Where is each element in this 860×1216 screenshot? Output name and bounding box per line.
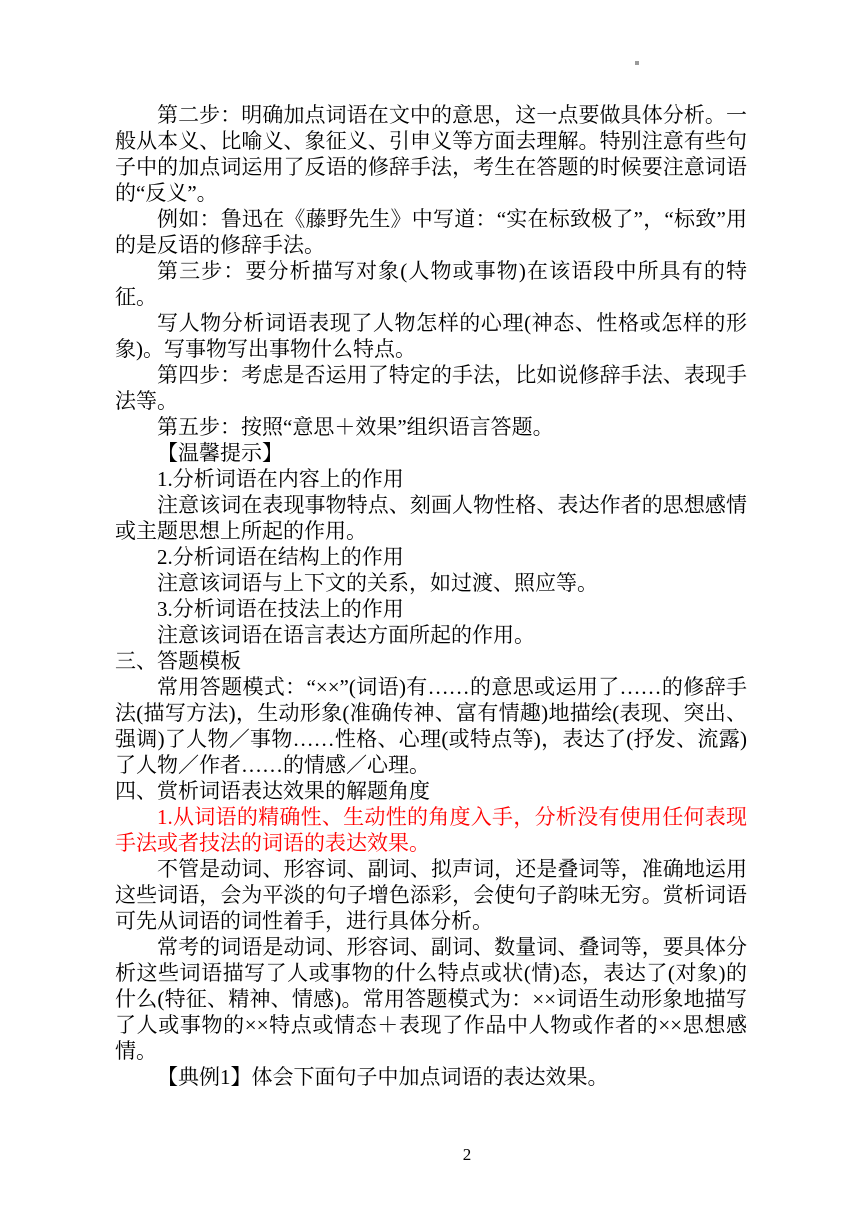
paragraph: 第三步：要分析描写对象(人物或事物)在该语段中所具有的特征。 bbox=[115, 259, 747, 309]
paragraph: 【典例1】体会下面句子中加点词语的表达效果。 bbox=[157, 1065, 609, 1089]
paragraph: 3.分析词语在技法上的作用 bbox=[157, 597, 404, 621]
paragraph: 1.从词语的精确性、生动性的角度入手，分析没有使用任何表现手法或者技法的词语的表达效果。 bbox=[115, 805, 747, 855]
paragraph: 注意该词语与上下文的关系，如过渡、照应等。 bbox=[157, 571, 598, 595]
paragraph: 第二步：明确加点词语在文中的意思，这一点要做具体分析。一般从本义、比喻义、象征义、引申义等方面去理解。特别注意有些句子中的加点词运用了反语的修辞手法，考生在答题的时候要注意词语的“反义”。 bbox=[115, 103, 747, 205]
paragraph: 常考的词语是动词、形容词、副词、数量词、叠词等，要具体分析这些词语描写了人或事物的什么特点或状(情)态，表达了(对象)的什么(特征、精神、情感)。常用答题模式为：××词语生动形象地描写了人或事物的××特点或情态＋表现了作品中人物或作者的××思想感情。 bbox=[115, 935, 747, 1063]
paragraph: 第四步：考虑是否运用了特定的手法，比如说修辞手法、表现手法等。 bbox=[115, 363, 747, 413]
paragraph: 2.分析词语在结构上的作用 bbox=[157, 545, 404, 569]
paragraph: 第五步：按照“意思＋效果”组织语言答题。 bbox=[157, 415, 554, 439]
paragraph: 四、赏析词语表达效果的解题角度 bbox=[115, 779, 430, 803]
paragraph: 不管是动词、形容词、副词、拟声词，还是叠词等，准确地运用这些词语，会为平淡的句子增色添彩，会使句子韵味无穷。赏析词语可先从词语的词性着手，进行具体分析。 bbox=[115, 857, 747, 933]
document-body bbox=[115, 102, 747, 1090]
paragraph: 常用答题模式：“××”(词语)有……的意思或运用了……的修辞手法(描写方法)，生动形象(准确传神、富有情趣)地描绘(表现、突出、强调)了人物／事物……性格、心理(或特点等)，表达了(抒发、流露)了人物／作者……的情感／心理。 bbox=[115, 675, 747, 777]
paragraph: 【温馨提示】 bbox=[157, 441, 283, 465]
paragraph: 写人物分析词语表现了人物怎样的心理(神态、性格或怎样的形象)。写事物写出事物什么特点。 bbox=[115, 311, 747, 361]
paragraph: 三、答题模板 bbox=[115, 649, 241, 673]
paragraph: 例如：鲁迅在《藤野先生》中写道：“实在标致极了”，“标致”用的是反语的修辞手法。 bbox=[115, 207, 747, 257]
paragraph: 注意该词语在语言表达方面所起的作用。 bbox=[157, 623, 535, 647]
page-number: 2 bbox=[462, 1145, 472, 1164]
paragraph: 1.分析词语在内容上的作用 bbox=[157, 467, 404, 491]
stray-dot bbox=[635, 61, 639, 65]
paragraph: 注意该词在表现事物特点、刻画人物性格、表达作者的思想感情或主题思想上所起的作用。 bbox=[115, 493, 747, 543]
